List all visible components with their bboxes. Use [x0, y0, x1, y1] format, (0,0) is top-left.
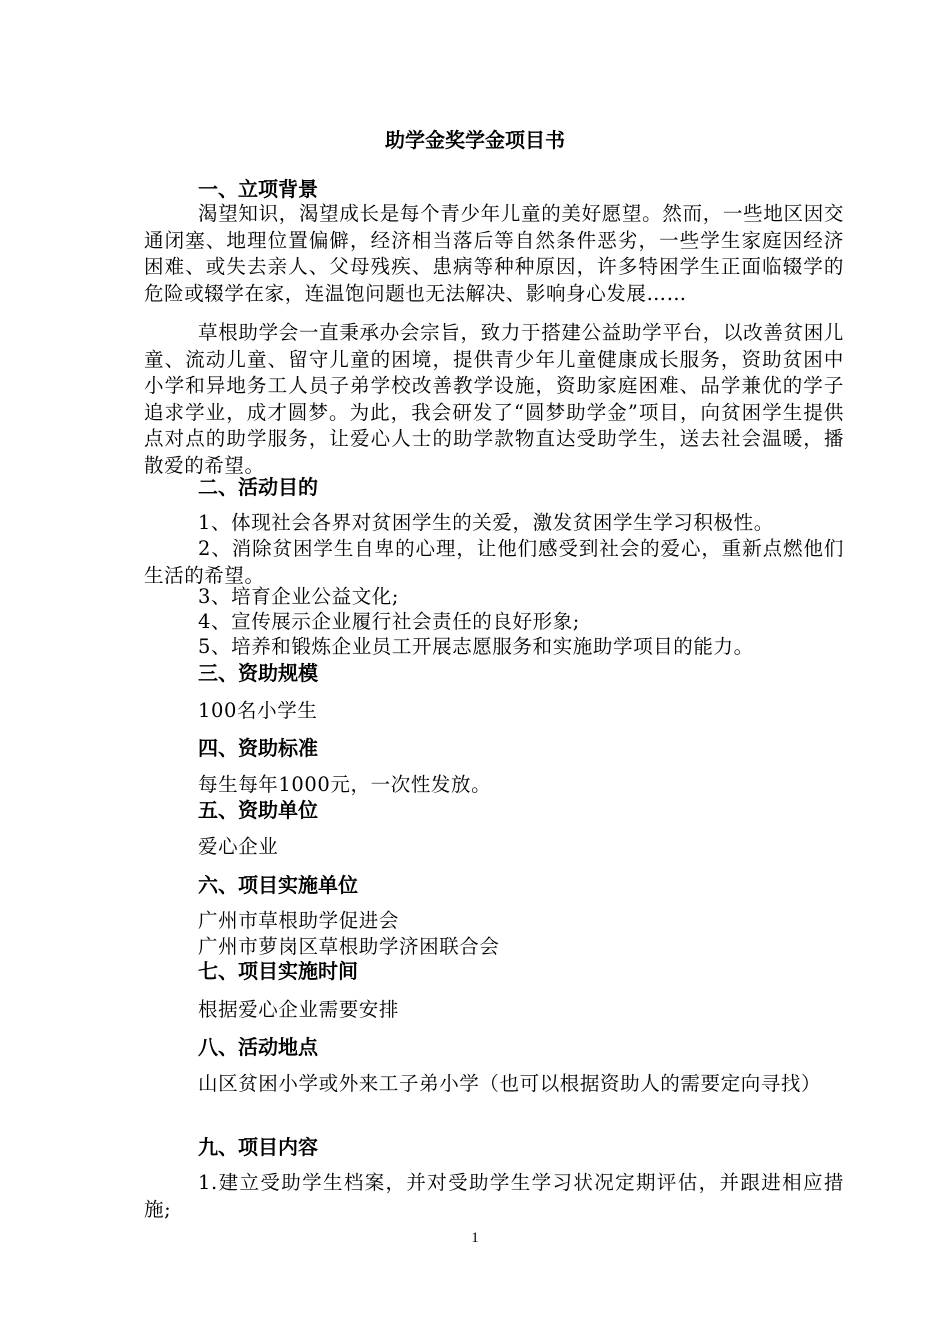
implementer-line-1: 广州市草根助学促进会	[198, 909, 400, 932]
section-heading-scale: 三、资助规模	[198, 661, 318, 685]
purpose-item-3: 3、培育企业公益文化;	[198, 585, 400, 608]
section-heading-purpose: 二、活动目的	[198, 475, 318, 499]
section-heading-sponsor: 五、资助单位	[198, 798, 318, 822]
purpose-item-2: 2、消除贫困学生自卑的心理，让他们感受到社会的爱心，重新点燃他们生活的希望。	[144, 537, 844, 587]
sponsor-text: 爱心企业	[198, 835, 279, 858]
section-heading-background: 一、立项背景	[198, 177, 318, 201]
page-number: 1	[471, 1230, 479, 1246]
section-heading-standard: 四、资助标准	[198, 736, 318, 760]
document-title: 助学金奖学金项目书	[385, 128, 565, 152]
content-item-1: 1.建立受助学生档案，并对受助学生学习状况定期评估，并跟进相应措施;	[144, 1171, 844, 1221]
location-text: 山区贫困小学或外来工子弟小学（也可以根据资助人的需要定向寻找）	[198, 1072, 822, 1095]
purpose-item-4: 4、宣传展示企业履行社会责任的良好形象;	[198, 610, 580, 633]
background-paragraph-1: 渴望知识，渴望成长是每个青少年儿童的美好愿望。然而，一些地区因交通闭塞、地理位置偏僻，经济相当落后等自然条件恶劣，一些学生家庭因经济困难、或失去亲人、父母残疾、患病等种种原因，许多特困学生正面临辍学的危险或辍学在家，连温饱问题也无法解决、影响身心发展……	[144, 202, 844, 305]
section-heading-time: 七、项目实施时间	[198, 959, 358, 983]
purpose-item-1: 1、体现社会各界对贫困学生的关爱，激发贫困学生学习积极性。	[198, 511, 774, 534]
standard-text: 每生每年1000元，一次性发放。	[198, 773, 492, 796]
purpose-item-5: 5、培养和锻炼企业员工开展志愿服务和实施助学项目的能力。	[198, 635, 754, 658]
scale-text: 100名小学生	[198, 699, 318, 722]
time-text: 根据爱心企业需要安排	[198, 998, 400, 1021]
section-heading-implementer: 六、项目实施单位	[198, 873, 358, 897]
section-heading-location: 八、活动地点	[198, 1035, 318, 1059]
implementer-line-2: 广州市萝岗区草根助学济困联合会	[198, 935, 500, 958]
background-paragraph-2: 草根助学会一直秉承办会宗旨，致力于搭建公益助学平台，以改善贫困儿童、流动儿童、留守儿童的困境，提供青少年儿童健康成长服务，资助贫困中小学和异地务工人员子弟学校改善教学设施，资助家庭困难、品学兼优的学子追求学业，成才圆梦。为此，我会研发了“圆梦助学金”项目，向贫困学生提供点对点的助学服务，让爱心人士的助学款物直达受助学生，送去社会温暖，播散爱的希望。	[144, 321, 844, 477]
section-heading-content: 九、项目内容	[198, 1135, 318, 1159]
